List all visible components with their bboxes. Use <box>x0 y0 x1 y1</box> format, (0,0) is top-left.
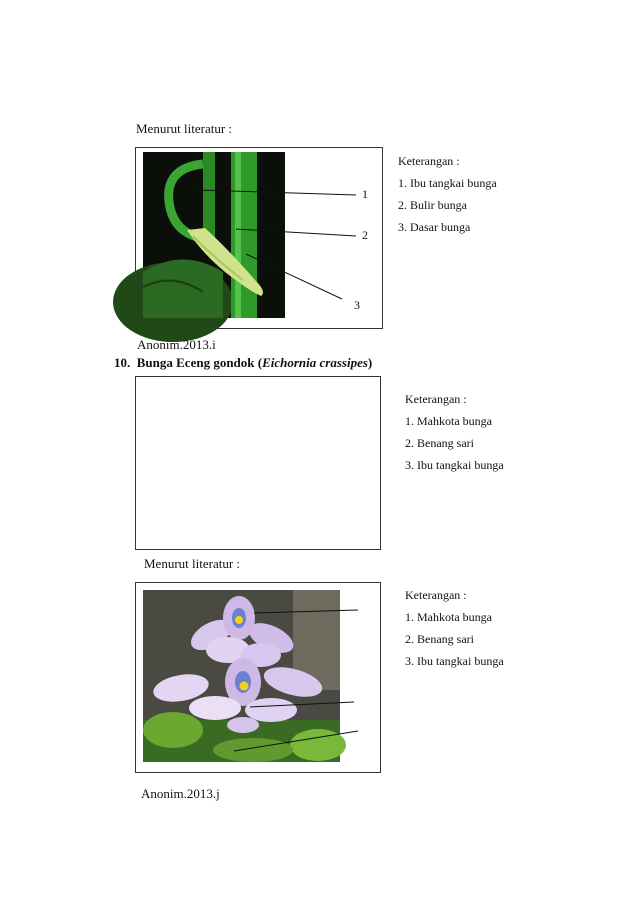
section-heading: 10. Bunga Eceng gondok (Eichornia crassipes) <box>114 355 373 370</box>
callout-2: 2 <box>362 228 368 242</box>
keterangan-item: 1. Mahkota bunga <box>405 414 492 428</box>
hyacinth-callout-lines <box>136 583 382 774</box>
keterangan-item: 2. Bulir bunga <box>398 198 467 212</box>
callout-3: 3 <box>354 298 360 312</box>
keterangan-item: 3. Ibu tangkai bunga <box>405 654 504 668</box>
literature-label: Menurut literatur : <box>144 556 241 571</box>
source-caption: Anonim.2013.j <box>141 786 220 801</box>
literature-label: Menurut literatur : <box>136 121 233 136</box>
figure-box-spadix <box>135 147 383 329</box>
keterangan-title: Keterangan : <box>405 392 467 406</box>
keterangan-title: Keterangan : <box>405 588 467 602</box>
spadix-callout-lines <box>136 148 384 330</box>
figure-box-empty <box>135 376 381 550</box>
latin-name: Eichornia crassipes <box>262 355 368 370</box>
figure-box-hyacinth <box>135 582 381 773</box>
source-caption: Anonim.2013.i <box>137 337 216 352</box>
keterangan-item: 3. Ibu tangkai bunga <box>405 458 504 472</box>
keterangan-title: Keterangan : <box>398 154 460 168</box>
keterangan-item: 2. Benang sari <box>405 436 474 450</box>
callout-1: 1 <box>362 187 368 201</box>
keterangan-item: 3. Dasar bunga <box>398 220 471 234</box>
keterangan-item: 1. Mahkota bunga <box>405 610 492 624</box>
keterangan-item: 2. Benang sari <box>405 632 474 646</box>
keterangan-item: 1. Ibu tangkai bunga <box>398 176 497 190</box>
